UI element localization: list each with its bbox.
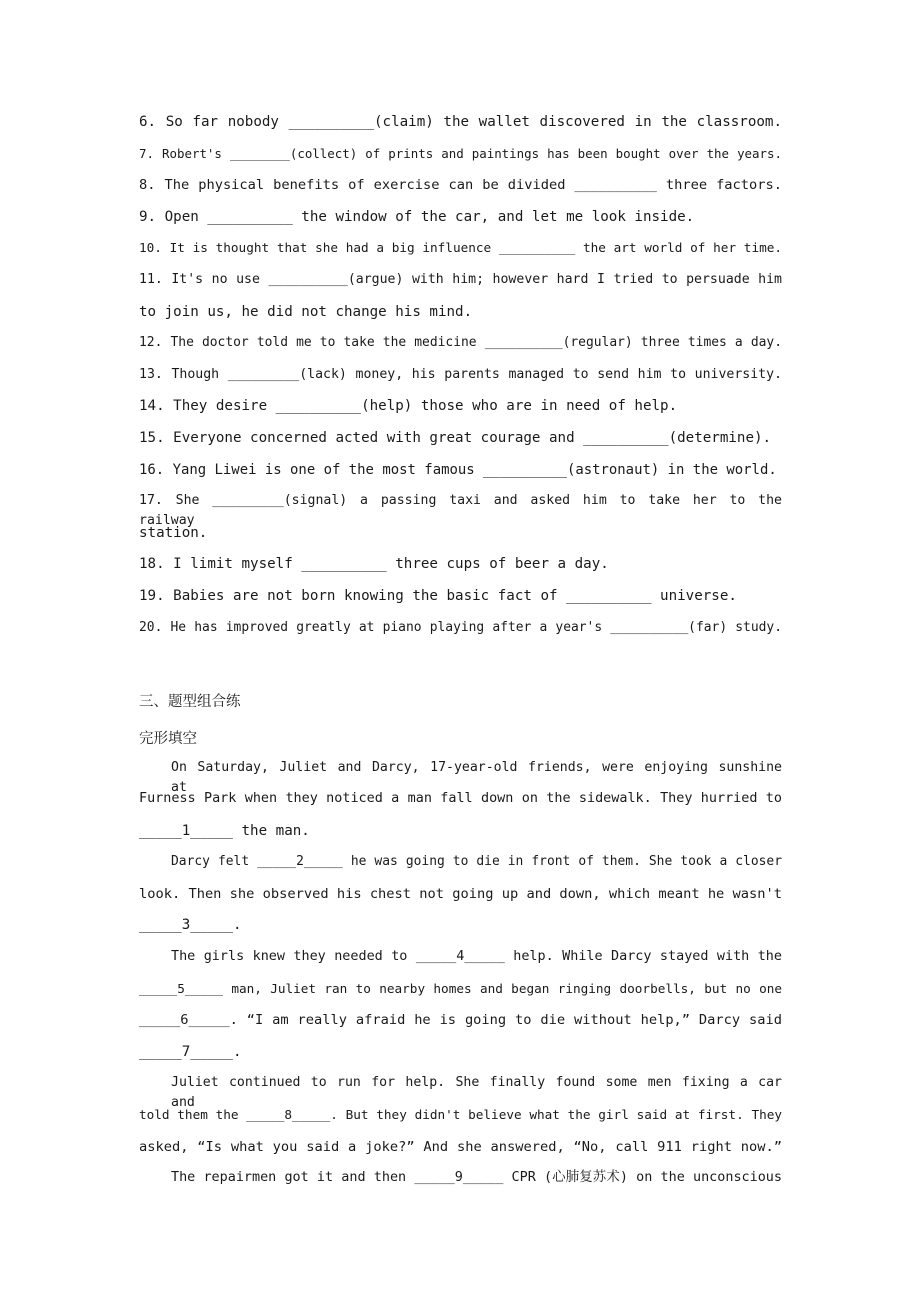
exercise-12: 12. The doctor told me to take the medicine __________(regular) three times a day. <box>139 335 782 350</box>
passage-line: _____3_____. <box>139 917 242 933</box>
passage-line: On Saturday, Juliet and Darcy, 17-year-old friends, were enjoying sunshine at <box>171 760 782 795</box>
passage-line: _____6_____. “I am really afraid he is going to die without help,” Darcy said <box>139 1012 782 1028</box>
exercise-11: 11. It's no use __________(argue) with him; however hard I tried to persuade him <box>139 272 782 287</box>
exercise-17: 17. She _________(signal) a passing taxi and asked him to take her to the railway <box>139 493 782 528</box>
exercise-18: 18. I limit myself __________ three cups of beer a day. <box>139 556 609 572</box>
passage-line: _____1_____ the man. <box>139 823 310 839</box>
exercise-20: 20. He has improved greatly at piano playing after a year's __________(far) study. <box>139 620 782 635</box>
exercise-19: 19. Babies are not born knowing the basic fact of __________ universe. <box>139 588 737 604</box>
exercise-10: 10. It is thought that she had a big influence __________ the art world of her time. <box>139 240 782 255</box>
exercise-7: 7. Robert's ________(collect) of prints and paintings has been bought over the years. <box>139 146 782 161</box>
passage-line: asked, “Is what you said a joke?” And she answered, “No, call 911 right now.” <box>139 1139 782 1155</box>
passage-line: The repairmen got it and then _____9_____ CPR (心肺复苏术) on the unconscious <box>171 1170 782 1185</box>
exercise-6: 6. So far nobody __________(claim) the wallet discovered in the classroom. <box>139 114 782 130</box>
passage-line: look. Then she observed his chest not going up and down, which meant he wasn't <box>139 886 782 902</box>
exercise-16: 16. Yang Liwei is one of the most famous __________(astronaut) in the world. <box>139 462 777 478</box>
passage-line: Furness Park when they noticed a man fall down on the sidewalk. They hurried to <box>139 791 782 806</box>
exercise-17-continued: station. <box>139 525 208 541</box>
passage-line: Darcy felt _____2_____ he was going to die in front of them. She took a closer <box>171 854 782 869</box>
exercise-13: 13. Though _________(lack) money, his parents managed to send him to university. <box>139 367 782 382</box>
exercise-8: 8. The physical benefits of exercise can be divided __________ three factors. <box>139 177 782 193</box>
exercise-9: 9. Open __________ the window of the car, and let me look inside. <box>139 209 695 225</box>
passage-line: Juliet continued to run for help. She finally found some men fixing a car and <box>171 1075 782 1110</box>
exercise-11-continued: to join us, he did not change his mind. <box>139 304 473 320</box>
exercise-15: 15. Everyone concerned acted with great courage and __________(determine). <box>139 430 772 446</box>
passage-line: _____5_____ man, Juliet ran to nearby homes and began ringing doorbells, but no one <box>139 981 782 996</box>
subsection-title: 完形填空 <box>139 731 197 747</box>
section-title: 三、题型组合练 <box>139 694 241 710</box>
passage-line: The girls knew they needed to _____4_____ help. While Darcy stayed with the <box>171 949 782 964</box>
exercise-14: 14. They desire __________(help) those who are in need of help. <box>139 398 678 414</box>
passage-line: _____7_____. <box>139 1044 242 1060</box>
passage-line: told them the _____8_____. But they didn't believe what the girl said at first. They <box>139 1107 782 1122</box>
